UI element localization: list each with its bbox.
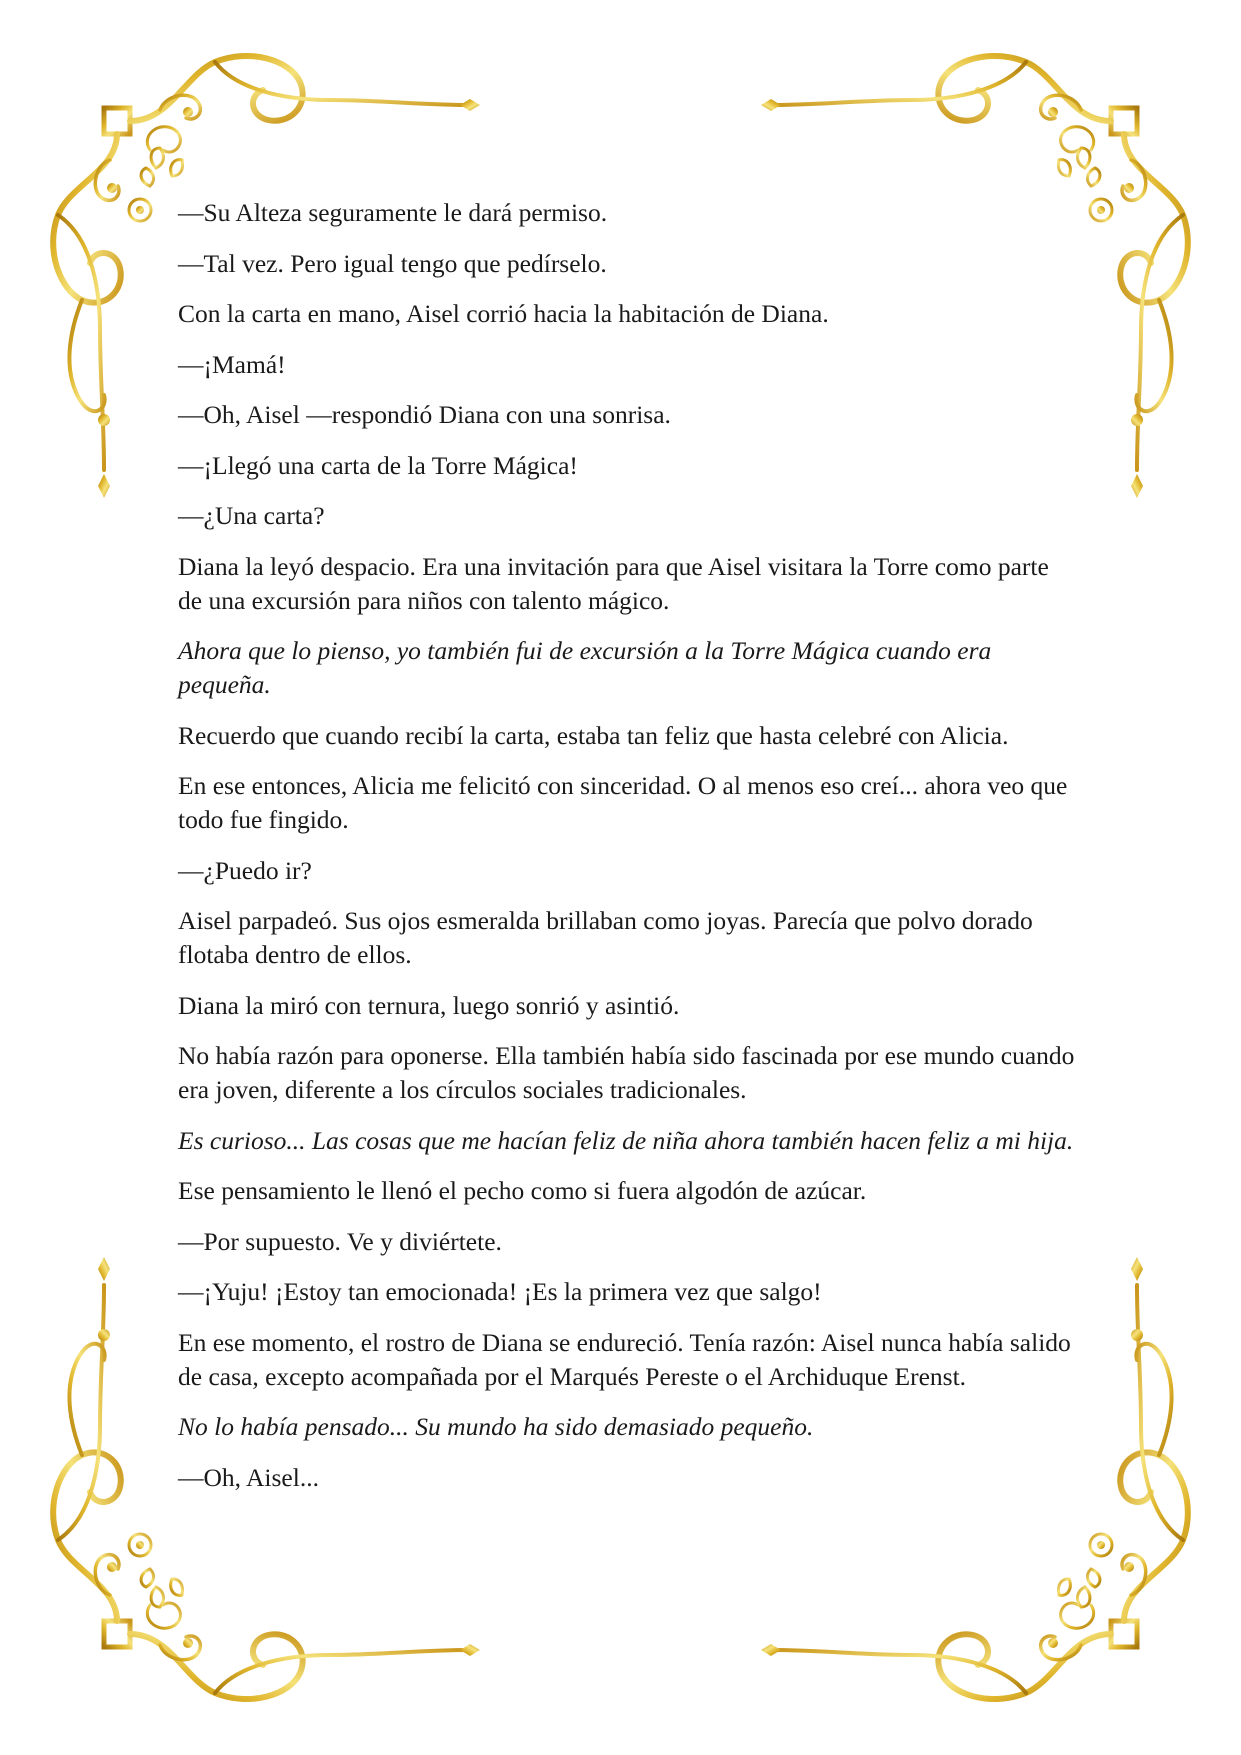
paragraph: Recuerdo que cuando recibí la carta, estaba tan feliz que hasta celebré con Alicia. xyxy=(178,720,1009,750)
paragraph: —¿Una carta? xyxy=(178,501,325,530)
paragraph: —¡Mamá! xyxy=(178,349,286,379)
paragraph: —¿Puedo ir? xyxy=(178,855,312,885)
paragraph: Aisel parpadeó. Sus ojos esmeralda brillaban como joyas. Parecía que polvo dorado flotaba dentro de ellos. xyxy=(178,906,1033,969)
paragraph: Con la carta en mano, Aisel corrió hacia la habitación de Diana. xyxy=(178,299,829,328)
paragraph: —Oh, Aisel —respondió Diana con una sonrisa. xyxy=(178,400,671,429)
paragraph: —Por supuesto. Ve y diviértete. xyxy=(178,1226,502,1256)
paragraph: En ese momento, el rostro de Diana se endureció. Tenía razón: Aisel nunca había salido de casa, excepto acompañada por el Marqués Pereste o el Archiduque Erenst. xyxy=(178,1327,1071,1391)
paragraph: —¡Yuju! ¡Estoy tan emocionada! ¡Es la primera vez que salgo! xyxy=(178,1277,822,1306)
thought-paragraph: Es curioso... Las cosas que me hacían feliz de niña ahora también hacen feliz a mi hija. xyxy=(178,1125,1074,1155)
paragraph: —¡Llegó una carta de la Torre Mágica! xyxy=(178,450,578,480)
paragraph: No había razón para oponerse. Ella también había sido fascinada por ese mundo cuando era joven, diferente a los círculos sociales tradicionales. xyxy=(178,1041,1075,1104)
thought-paragraph: Ahora que lo pienso, yo también fui de excursión a la Torre Mágica cuando era pequeña. xyxy=(178,636,992,699)
thought-paragraph: No lo había pensado... Su mundo ha sido demasiado pequeño. xyxy=(178,1412,814,1441)
paragraph: Diana la leyó despacio. Era una invitación para que Aisel visitara la Torre como parte de una excursión para niños con talento mágico. xyxy=(178,551,1049,615)
paragraph: —Oh, Aisel... xyxy=(178,1462,319,1492)
document-body xyxy=(178,196,1078,1511)
paragraph: —Su Alteza seguramente le dará permiso. xyxy=(178,198,608,227)
paragraph: —Tal vez. Pero igual tengo que pedírselo. xyxy=(178,248,607,278)
paragraph: En ese entonces, Alicia me felicitó con sinceridad. O al menos eso creí... ahora veo que todo fue fingido. xyxy=(178,771,1068,834)
paragraph: Diana la miró con ternura, luego sonrió y asintió. xyxy=(178,990,680,1020)
paragraph: Ese pensamiento le llenó el pecho como si fuera algodón de azúcar. xyxy=(178,1176,867,1205)
